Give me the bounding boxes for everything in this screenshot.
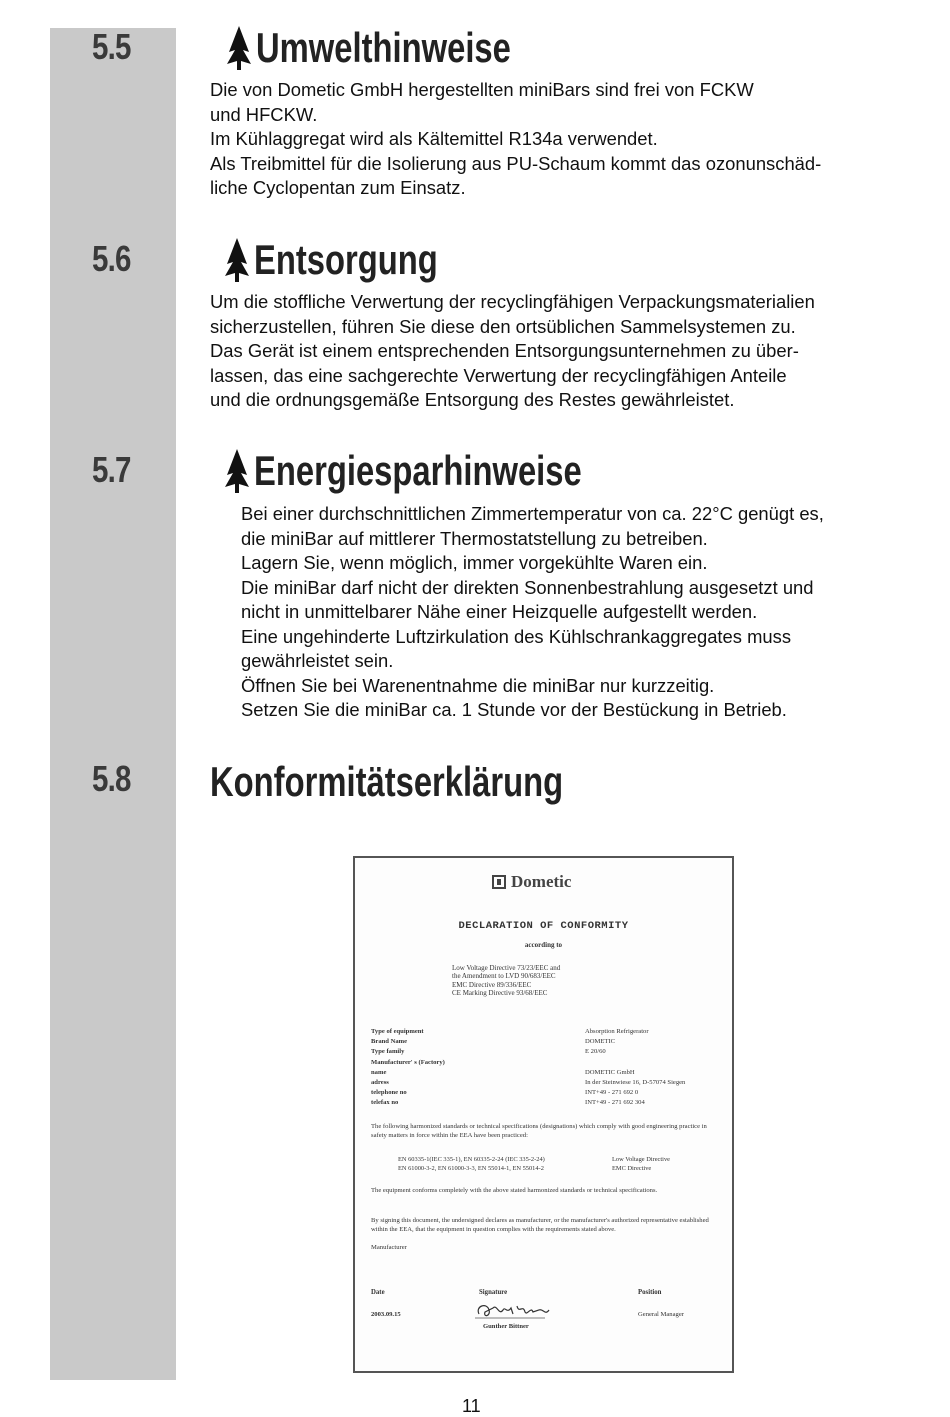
declaration-title: DECLARATION OF CONFORMITY — [458, 920, 629, 932]
table-row — [371, 1088, 731, 1098]
text-line: nicht in unmittelbarer Nähe einer Heizquelle aufgestellt werden. — [241, 601, 758, 622]
dometic-logo — [492, 872, 571, 892]
text-line: Bei einer durchschnittlichen Zimmertemperatur von ca. 22°C genügt es, — [241, 503, 824, 524]
standard-row — [398, 1155, 670, 1164]
table-row — [371, 1078, 731, 1088]
table-row — [371, 1068, 731, 1078]
section-heading — [226, 18, 583, 78]
section-number: 5.7 — [92, 449, 131, 490]
page-number: 11 — [462, 1396, 481, 1416]
declaration-of-conformity-image — [353, 856, 734, 1373]
directives-list — [452, 964, 560, 998]
text-line: gewährleistet sein. — [241, 650, 394, 671]
text-line: Das Gerät ist einem entsprechenden Entsorgungsunternehmen zu über- — [210, 340, 799, 361]
section-title: Entsorgung — [254, 236, 438, 283]
text-line: Setzen Sie die miniBar ca. 1 Stunde vor der Bestückung in Betrieb. — [241, 699, 787, 720]
field-value: DOMETIC — [585, 1038, 616, 1046]
position-label: Position — [638, 1289, 662, 1296]
date-label: Date — [371, 1289, 385, 1296]
field-label: adress — [371, 1079, 389, 1087]
section-heading — [224, 230, 490, 290]
field-label: Type family — [371, 1048, 405, 1056]
text-line: Im Kühlaggregat wird als Kältemittel R134a verwendet. — [210, 128, 658, 149]
dometic-logo-icon — [492, 875, 506, 889]
text-line: liche Cyclopentan zum Einsatz. — [210, 177, 466, 198]
section-heading — [210, 752, 663, 812]
section-number: 5.5 — [92, 26, 131, 67]
directive: CE Marking Directive 93/68/EEC — [452, 989, 548, 998]
tree-icon — [224, 238, 250, 282]
field-value: INT+49 - 271 692 304 — [585, 1099, 645, 1107]
standards-intro: The following harmonized standards or technical specifications (designations) which comply with good engineering practice in safety matters in force within the EEA have been practiced: — [371, 1123, 707, 1139]
text-line: und die ordnungsgemäße Entsorgung des Restes gewährleistet. — [210, 389, 735, 410]
text-line: Eine ungehinderte Luftzirkulation des Kühlschrankaggregates muss — [241, 625, 792, 647]
field-label: name — [371, 1068, 387, 1076]
directive: EMC Directive 89/336/EEC — [452, 980, 532, 989]
according-to: according to — [524, 941, 563, 949]
directive: Low Voltage Directive 73/23/EEC and — [452, 964, 561, 972]
table-row — [371, 1058, 731, 1068]
text-line: Öffnen Sie bei Warenentnahme die miniBar nur kurzzeitig. — [241, 674, 715, 696]
field-label: telefax no — [371, 1099, 399, 1107]
section-text — [210, 78, 821, 201]
text-line: die miniBar auf mittlerer Thermostatstellung zu betreiben. — [241, 527, 708, 549]
standards-list — [398, 1155, 670, 1173]
field-value — [585, 1058, 731, 1068]
section-number: 5.6 — [92, 238, 131, 279]
section-title: Konformitätserklärung — [210, 758, 564, 805]
section-title: Energiesparhinweise — [254, 447, 582, 494]
text-line: Als Treibmittel für die Isolierung aus PU-Schaum kommt das ozonunschäd- — [210, 152, 822, 174]
date-value: 2003.09.15 — [371, 1311, 401, 1318]
table-row — [371, 1047, 731, 1057]
field-label: Manufacturer' s (Factory) — [371, 1058, 445, 1066]
table-row — [371, 1037, 731, 1047]
section-sidebar — [50, 28, 176, 1380]
text-line: lassen, das eine sachgerechte Verwertung der recyclingfähigen Anteile — [210, 364, 787, 386]
table-row — [371, 1027, 731, 1037]
table-row — [371, 1098, 731, 1108]
field-value: DOMETIC GmbH — [585, 1068, 635, 1076]
section-text — [210, 290, 815, 413]
manufacturer-label: Manufacturer — [371, 1244, 407, 1251]
signer-name: Gunther Bittner — [483, 1323, 529, 1330]
field-label: Brand Name — [371, 1038, 408, 1046]
signing-statement: By signing this document, the undersigned declares as manufacturer, or the manufacturer's authorized representative established within the EEA, that the equipment in question complies with the requirements stated above. — [371, 1217, 709, 1233]
standard-row — [398, 1164, 670, 1173]
standard-directive: Low Voltage Directive — [612, 1156, 670, 1163]
field-value: E 20/60 — [585, 1048, 606, 1056]
section-title: Umwelthinweise — [256, 24, 511, 71]
directive: the Amendment to LVD 90/683/EEC — [452, 972, 556, 981]
signature-image — [473, 1298, 553, 1322]
conformity-statement: The equipment conforms completely with the above stated harmonized standards or technical specifications. — [371, 1187, 658, 1194]
field-value: In der Steinwiese 16, D-57074 Siegen — [585, 1079, 686, 1087]
tree-icon — [226, 26, 252, 70]
field-value: Absorption Refrigerator — [585, 1028, 649, 1035]
logo-text: Dometic — [511, 872, 572, 891]
text-line: Um die stoffliche Verwertung der recyclingfähigen Verpackungsmaterialien — [210, 291, 815, 312]
standard: EN 60335-1(IEC 335-1), EN 60335-2-24 (IEC 335-2-24) — [398, 1156, 545, 1163]
standard-directive: EMC Directive — [612, 1165, 652, 1172]
standard: EN 61000-3-2, EN 61000-3-3, EN 55014-1, EN 55014-2 — [398, 1165, 544, 1172]
signature-label: Signature — [479, 1289, 508, 1296]
text-line: Lagern Sie, wenn möglich, immer vorgekühlte Waren ein. — [241, 552, 708, 573]
section-heading — [224, 441, 674, 501]
text-line: sicherzustellen, führen Sie diese den ortsüblichen Sammelsystemen zu. — [210, 315, 796, 337]
section-number: 5.8 — [92, 758, 131, 799]
field-value: INT+49 - 271 692 0 — [585, 1089, 639, 1097]
text-line: Die miniBar darf nicht der direkten Sonnenbestrahlung ausgesetzt und — [241, 576, 814, 598]
tree-icon — [224, 449, 250, 493]
field-label: Type of equipment — [371, 1028, 424, 1035]
equipment-table — [371, 1027, 731, 1109]
text-line: und HFCKW. — [210, 103, 318, 125]
text-line: Die von Dometic GmbH hergestellten miniBars sind frei von FCKW — [210, 79, 754, 100]
section-text — [241, 502, 824, 723]
position-value: General Manager — [638, 1311, 684, 1318]
field-label: telephone no — [371, 1089, 407, 1097]
